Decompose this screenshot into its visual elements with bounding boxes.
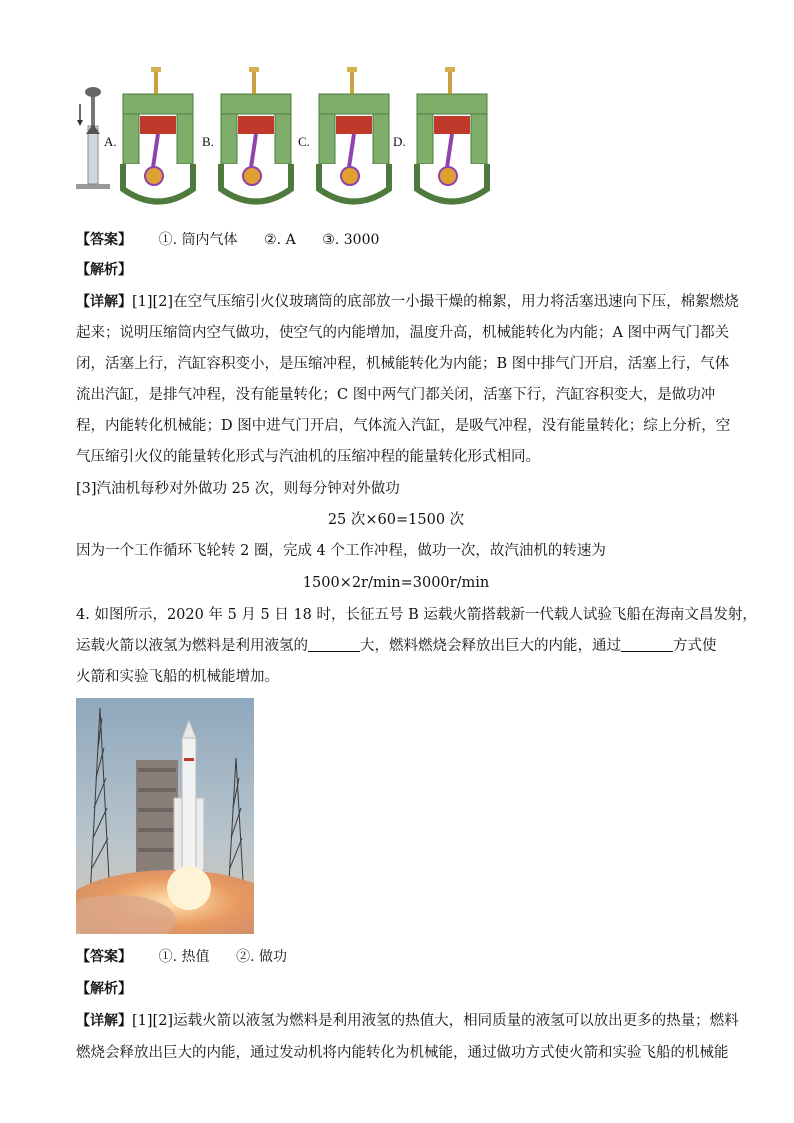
detail-1-line-3: 闭，活塞上行，汽缸容积变小，是压缩冲程，机械能转化为内能；B 图中排气门开启，活塞上行，气体 — [76, 356, 730, 372]
answer-2 — [76, 946, 716, 968]
four-stroke-diagrams — [118, 64, 518, 214]
answer-1 — [76, 229, 716, 251]
analysis-1 — [76, 259, 716, 281]
question-4-line-1: 4. 如图所示，2020 年 5 月 5 日 18 时，长征五号 B 运载火箭搭载新一代载人试验飞船在海南文昌发射， — [76, 607, 757, 623]
detail-1-line-5: 程，内能转化机械能；D 图中进气门开启，气体流入汽缸，是吸气冲程，没有能量转化；综上分析，空 — [76, 418, 731, 434]
analysis-tag: 【解析】 — [76, 981, 132, 997]
option-label-c: C. — [298, 134, 310, 149]
engine-d — [417, 67, 487, 202]
detail-1-line-6: 气压缩引火仪的能量转化形式与汽油机的压缩冲程的能量转化形式相同。 — [76, 449, 540, 465]
engine-b — [221, 67, 291, 202]
formula-2: 1500×2r/min=3000r/min — [302, 575, 490, 591]
detail-2-line-2: 燃烧会释放出巨大的内能，通过发动机将内能转化为机械能，通过做功方式使火箭和实验飞船的机械能 — [76, 1045, 729, 1061]
question-text: 大，燃料燃烧会释放出巨大的内能，通过 — [360, 638, 621, 654]
question-4-line-2 — [76, 635, 716, 657]
option-label-a: A. — [104, 134, 117, 149]
answer-item: ②. 做功 — [236, 949, 288, 965]
answer-blank-2[interactable] — [621, 637, 673, 652]
answer-tag: 【答案】 — [76, 949, 132, 965]
detail-text: [1][2]在空气压缩引火仪玻璃筒的底部放一小撮干燥的棉絮，用力将活塞迅速向下压，棉絮燃烧 — [132, 294, 739, 310]
option-label-b: B. — [202, 134, 214, 149]
detail-tag: 【详解】 — [76, 294, 132, 310]
detail-1-line-1 — [76, 291, 739, 313]
answer-item: ③. 3000 — [322, 232, 380, 248]
answer-item: ①. 热值 — [158, 949, 210, 965]
detail-1-line-7: [3]汽油机每秒对外做功 25 次，则每分钟对外做功 — [76, 481, 400, 497]
detail-2-line-1 — [76, 1010, 739, 1032]
analysis-2 — [76, 978, 716, 1000]
question-4-line-3: 火箭和实验飞船的机械能增加。 — [76, 669, 279, 685]
answer-tag: 【答案】 — [76, 232, 132, 248]
rocket-launch-photo — [76, 698, 254, 934]
detail-text: [1][2]运载火箭以液氢为燃料是利用液氢的热值大，相同质量的液氢可以放出更多的热量；燃料 — [132, 1013, 739, 1029]
engine-c — [319, 67, 389, 202]
analysis-tag: 【解析】 — [76, 262, 132, 278]
detail-1-line-4: 流出汽缸，是排气冲程，没有能量转化；C 图中两气门都关闭，活塞下行，汽缸容积变大，是做功冲 — [76, 387, 716, 403]
option-label-d: D. — [393, 134, 406, 149]
answer-blank-1[interactable] — [308, 637, 360, 652]
detail-tag: 【详解】 — [76, 1013, 132, 1029]
formula-1: 25 次×60=1500 次 — [327, 512, 465, 528]
detail-1-line-2: 起来；说明压缩筒内空气做功，使空气的内能增加，温度升高，机械能转化为内能；A 图中两气门都关 — [76, 325, 730, 341]
answer-item: ①. 筒内气体 — [158, 232, 238, 248]
engine-a — [123, 67, 193, 202]
answer-item: ②. A — [264, 232, 296, 248]
question-text: 方式使 — [673, 638, 717, 654]
detail-1-line-8: 因为一个工作循环飞轮转 2 圈，完成 4 个工作冲程，做功一次，故汽油机的转速为 — [76, 543, 606, 559]
question-text: 运载火箭以液氢为燃料是利用液氢的 — [76, 638, 308, 654]
